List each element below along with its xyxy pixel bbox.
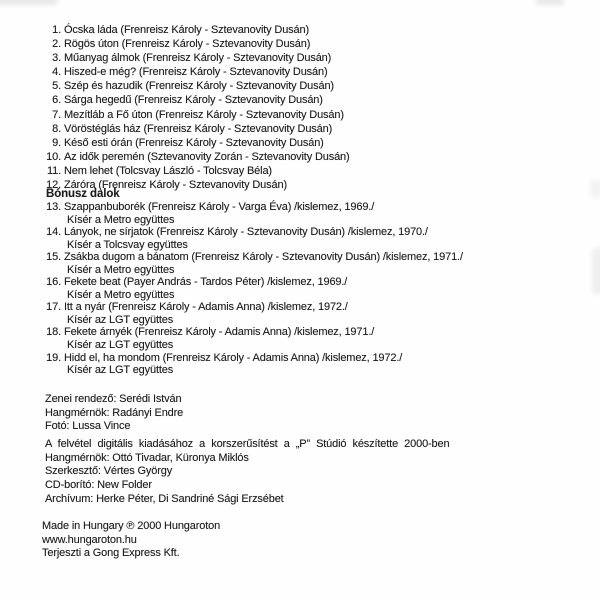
track-number: 6. [52,94,61,107]
track-title: Itt a nyár (Frenreisz Károly - Adamis Anna) /kislemez, 1972./ [64,301,348,314]
track-number: 13. [46,201,61,213]
backing-band-note: Kísér az LGT együttes [67,339,174,352]
track-number: 17. [46,301,61,314]
track-number: 1. [52,24,61,36]
track-item [46,65,350,79]
track-title: Zsákba dugom a bánatom (Frenreisz Károly - Sztevanovity Dusán) /kislemez, 1971./ [64,251,463,264]
track-item [46,51,350,65]
track-title: Fekete beat (Payer András - Tardos Péter) /kislemez, 1969./ [64,276,348,289]
bonus-section-heading: Bónusz dalok [46,188,120,200]
bonus-track-item [46,326,463,351]
track-number: 8. [52,122,61,135]
track-number: 7. [52,108,61,121]
backing-band-note: Kísér a Tolcsvay együttes [67,238,188,251]
track-item [46,79,350,93]
scan-smudge-top-left [0,0,58,5]
track-number: 18. [46,326,61,339]
track-title: Szép és hazudik (Frenreisz Károly - Sztevanovity Dusán) [64,80,334,93]
credit-line: Hangmérnök: Radányi Endre [45,406,184,419]
track-item [46,37,350,51]
backing-band-note: Kísér az LGT együttes [67,313,174,326]
credit-line: Zenei rendező: Serédi István [45,393,182,405]
track-item [46,93,350,107]
scan-smudge-top-right [536,0,564,5]
track-title: Műanyag álmok (Frenreisz Károly - Sztevanovity Dusán) [64,52,332,65]
track-list [46,23,350,192]
track-item [46,136,350,150]
track-title: Záróra (Frenreisz Károly - Sztevanovity Dusán) [64,179,287,192]
track-item [46,23,350,37]
bonus-track-item [46,276,463,301]
track-title: Ócska láda (Frenreisz Károly - Sztevanovity Dusán) [64,24,309,36]
bonus-track-item [46,226,463,251]
backing-band-note: Kísér a Metro együttes [67,213,175,226]
credits-original-release [45,393,183,434]
credit-line: Szerkesztő: Vértes György [45,465,173,478]
publisher-block [42,520,220,561]
bonus-track-item [46,352,463,377]
track-number: 15. [46,251,61,264]
track-title: Vöröstéglás ház (Frenreisz Károly - Sztevanovity Dusán) [64,122,333,135]
backing-band-note: Kísér a Metro együttes [67,288,175,301]
bonus-track-item [46,251,463,276]
website-line: www.hungaroton.hu [42,533,137,546]
bonus-track-item [46,201,463,226]
track-title: Mezítláb a Fő úton (Frenreisz Károly - Sztevanovity Dusán) [64,108,344,121]
track-title: Sárga hegedű (Frenreisz Károly - Sztevanovity Dusán) [64,94,323,107]
track-title: Hidd el, ha mondom (Frenreisz Károly - Adamis Anna) /kislemez, 1972./ [64,351,403,364]
bonus-track-item [46,301,463,326]
track-number: 9. [52,136,61,149]
track-number: 4. [52,66,61,79]
track-item [46,108,350,122]
credits-digital-remaster [45,438,449,507]
credit-line: Archívum: Herke Péter, Di Sandriné Sági Erzsébet [45,492,284,505]
scan-smudge-right-edge [592,248,600,294]
track-title: Rögös úton (Frenreisz Károly - Sztevanovity Dusán) [64,38,311,51]
distributor-line: Terjeszti a Gong Express Kft. [42,547,180,560]
track-number: 16. [46,276,61,289]
track-item [46,122,350,136]
remaster-note: A felvétel digitális kiadásához a korszerűsítést a „P” Stúdió készítette 2000-ben [45,438,450,450]
track-number: 12. [46,179,61,192]
track-title: Nem lehet (Tolcsvay László - Tolcsvay Béla) [64,164,272,177]
track-number: 2. [52,38,61,51]
track-title: Lányok, ne sírjatok (Frenreisz Károly - Sztevanovity Dusán) /kislemez, 1970./ [64,226,428,239]
track-number: 19. [46,351,61,364]
track-title: Fekete árnyék (Frenreisz Károly - Adamis Anna) /kislemez, 1971./ [64,326,375,339]
track-item [46,150,350,164]
track-number: 5. [52,80,61,93]
credit-line: Hangmérnök: Ottó Tivadar, Küronya Miklós [45,451,249,464]
scan-smudge-right-edge-2 [590,180,600,198]
credit-line: Fotó: Lussa Vince [45,420,131,433]
bonus-track-list [46,201,463,377]
track-item [46,164,350,178]
backing-band-note: Kísér az LGT együttes [67,364,174,377]
track-title: Szappanbuborék (Frenreisz Károly - Varga Éva) /kislemez, 1969./ [64,201,375,213]
track-title: Hiszed-e még? (Frenreisz Károly - Sztevanovity Dusán) [64,66,328,79]
backing-band-note: Kísér a Metro együttes [67,263,175,276]
credit-line: CD-borító: New Folder [45,479,152,492]
track-number: 3. [52,52,61,65]
track-number: 11. [46,164,61,177]
track-number: 14. [46,226,61,239]
track-title: Késő esti órán (Frenreisz Károly - Sztevanovity Dusán) [64,136,324,149]
track-title: Az idők peremén (Sztevanovity Zorán - Sztevanovity Dusán) [64,150,350,163]
copyright-line: Made in Hungary ℗ 2000 Hungaroton [42,520,221,532]
track-number: 10. [46,150,61,163]
